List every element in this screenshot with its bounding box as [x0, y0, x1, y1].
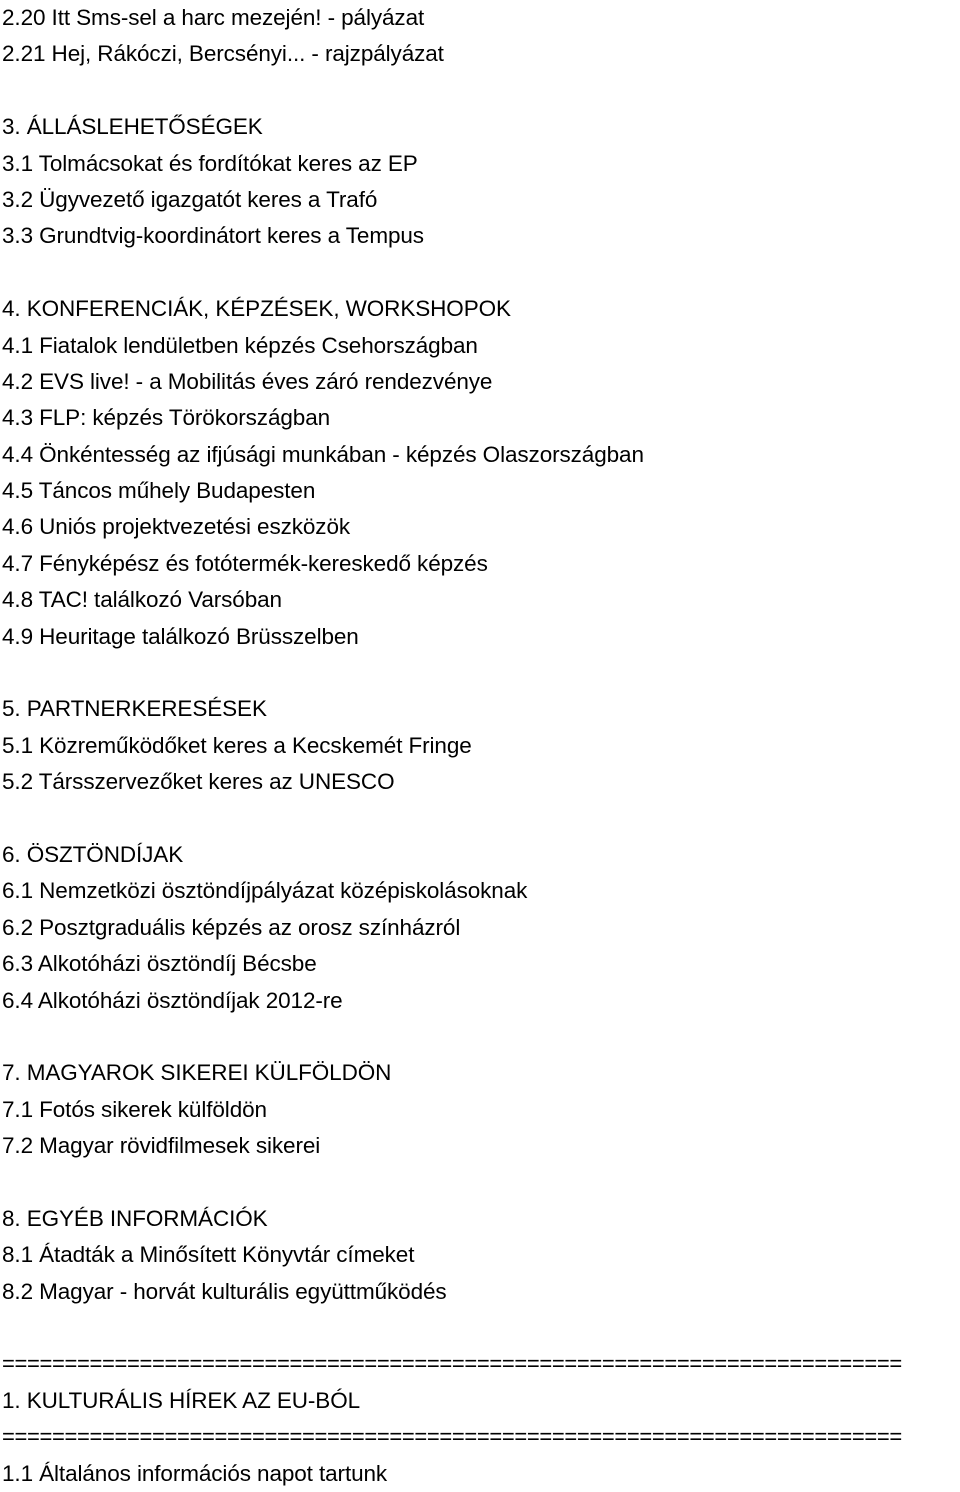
section-heading: 4. KONFERENCIÁK, KÉPZÉSEK, WORKSHOPOK: [2, 296, 511, 322]
separator-line: ========================================================================: [2, 1351, 902, 1377]
toc-item: 3.3 Grundtvig-koordinátort keres a Tempus: [2, 223, 424, 249]
toc-item: 4.3 FLP: képzés Törökországban: [2, 405, 331, 431]
toc-item: 4.6 Uniós projektvezetési eszközök: [2, 514, 351, 540]
toc-item: 8.2 Magyar - horvát kulturális együttműködés: [2, 1278, 447, 1304]
section-heading: 1. KULTURÁLIS HÍREK AZ EU-BÓL: [2, 1387, 361, 1413]
toc-item: 6.3 Alkotóházi ösztöndíj Bécsbe: [2, 951, 317, 977]
document-body: [2, 0, 958, 1492]
separator-line: ========================================================================: [2, 1424, 902, 1450]
section-heading: 3. ÁLLÁSLEHETŐSÉGEK: [2, 114, 263, 140]
toc-item: 6.2 Posztgraduális képzés az orosz színházról: [2, 914, 461, 940]
toc-item: 6.4 Alkotóházi ösztöndíjak 2012-re: [2, 987, 343, 1013]
toc-item: 3.2 Ügyvezető igazgatót keres a Trafó: [2, 186, 378, 212]
toc-item: 4.5 Táncos műhely Budapesten: [2, 478, 316, 504]
section-heading: 6. ÖSZTÖNDÍJAK: [2, 841, 184, 867]
toc-item: 5.1 Közreműködőket keres a Kecskemét Fringe: [2, 732, 472, 758]
toc-item: 8.1 Átadták a Minősített Könyvtár címeket: [2, 1242, 415, 1268]
toc-item: 3.1 Tolmácsokat és fordítókat keres az EP: [2, 150, 418, 176]
blank-line: [2, 73, 958, 109]
toc-item: 4.7 Fényképész és fotótermék-kereskedő képzés: [2, 550, 488, 576]
toc-item: 7.1 Fotós sikerek külföldön: [2, 1096, 267, 1122]
toc-item: 7.2 Magyar rövidfilmesek sikerei: [2, 1133, 321, 1159]
toc-item: 1.1 Általános információs napot tartunk: [2, 1460, 388, 1486]
toc-item: 4.1 Fiatalok lendületben képzés Csehországban: [2, 332, 478, 358]
toc-item: 4.9 Heuritage találkozó Brüsszelben: [2, 623, 359, 649]
toc-item: 6.1 Nemzetközi ösztöndíjpályázat középiskolásoknak: [2, 878, 528, 904]
toc-item: 4.8 TAC! találkozó Varsóban: [2, 587, 282, 613]
blank-line: [2, 1019, 958, 1055]
blank-line: [2, 1165, 958, 1201]
toc-item: 2.21 Hej, Rákóczi, Bercsényi... - rajzpályázat: [2, 41, 444, 67]
section-heading: 5. PARTNERKERESÉSEK: [2, 696, 267, 722]
section-heading: 7. MAGYAROK SIKEREI KÜLFÖLDÖN: [2, 1060, 392, 1086]
section-heading: 8. EGYÉB INFORMÁCIÓK: [2, 1205, 268, 1231]
blank-line: [2, 655, 958, 691]
toc-item: 2.20 Itt Sms-sel a harc mezején! - pályázat: [2, 5, 425, 30]
toc-item: 4.4 Önkéntesség az ifjúsági munkában - képzés Olaszországban: [2, 441, 644, 467]
blank-line: [2, 801, 958, 837]
toc-item: 5.2 Társszervezőket keres az UNESCO: [2, 769, 395, 795]
blank-line: [2, 255, 958, 291]
toc-item: 4.2 EVS live! - a Mobilitás éves záró rendezvénye: [2, 368, 493, 394]
blank-line: [2, 1310, 958, 1346]
